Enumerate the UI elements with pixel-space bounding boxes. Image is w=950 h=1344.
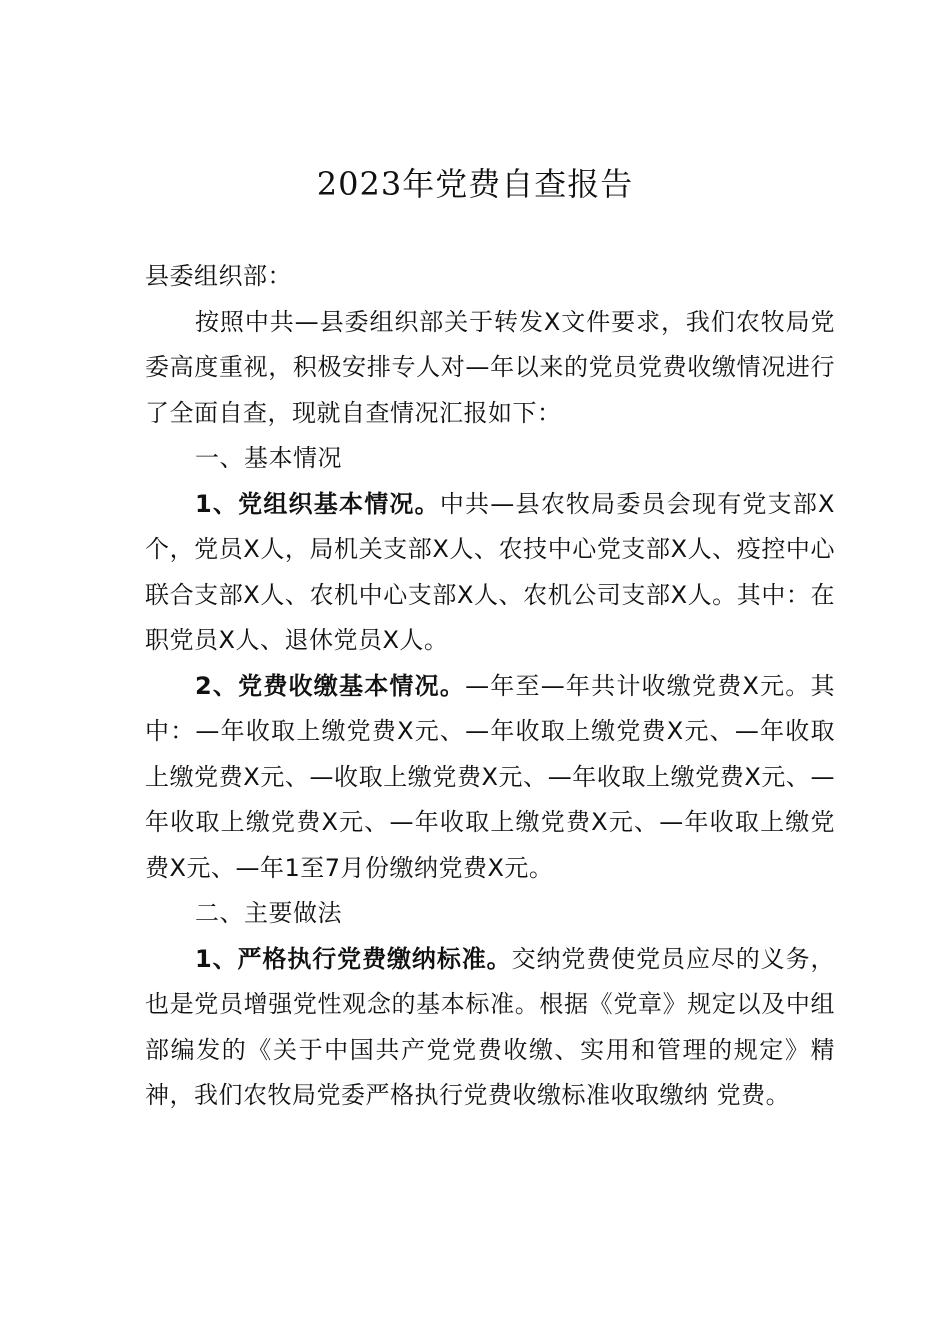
paragraph-dues-standard [145, 937, 835, 1119]
section-heading-main-practices: 二、主要做法 [195, 899, 342, 927]
paragraph-text: 交纳党费使党员应尽的义务，也是党员增强党性观念的基本标准。根据《党章》规定以及中组部编发的《关于中国共产党党费收缴、实用和管理的规定》精神，我们农牧局党委严格执行党费收缴标准收取缴纳 党费。 [145, 944, 836, 1109]
paragraph-heading: 1、党组织基本情况。 [195, 489, 440, 518]
paragraph-heading: 2、党费收缴基本情况。 [195, 671, 466, 700]
paragraph-text: 中共—县农牧局委员会现有党支部X个，党员X人，局机关支部X人、农技中心党支部X人、疫控中心联合支部X人、农机中心支部X人、农机公司支部X人。其中：在职党员X人、退休党员X人。 [145, 489, 835, 654]
salutation: 县委组织部： [145, 262, 292, 290]
paragraph-heading: 1、严格执行党费缴纳标准。 [195, 944, 512, 973]
paragraph-party-organization [145, 482, 835, 664]
paragraph-dues-collection [145, 664, 835, 892]
document-body [145, 254, 835, 1119]
document-title: 2023年党费自查报告 [316, 165, 634, 203]
section-heading-basic-situation: 一、基本情况 [195, 444, 342, 472]
intro-paragraph: 按照中共—县委组织部关于转发X文件要求，我们农牧局党委高度重视，积极安排专人对—年以来的党员党费收缴情况进行了全面自查，现就自查情况汇报如下： [145, 307, 835, 427]
paragraph-text: —年至—年共计收缴党费X元。其中：—年收取上缴党费X元、—年收取上缴党费X元、—年收取上缴党费X元、—收取上缴党费X元、—年收取上缴党费X元、—年收取上缴党费X元、—年收取上缴党费X元、—年收取上缴党费X元、—年1至7月份缴纳党费X元。 [145, 671, 835, 882]
